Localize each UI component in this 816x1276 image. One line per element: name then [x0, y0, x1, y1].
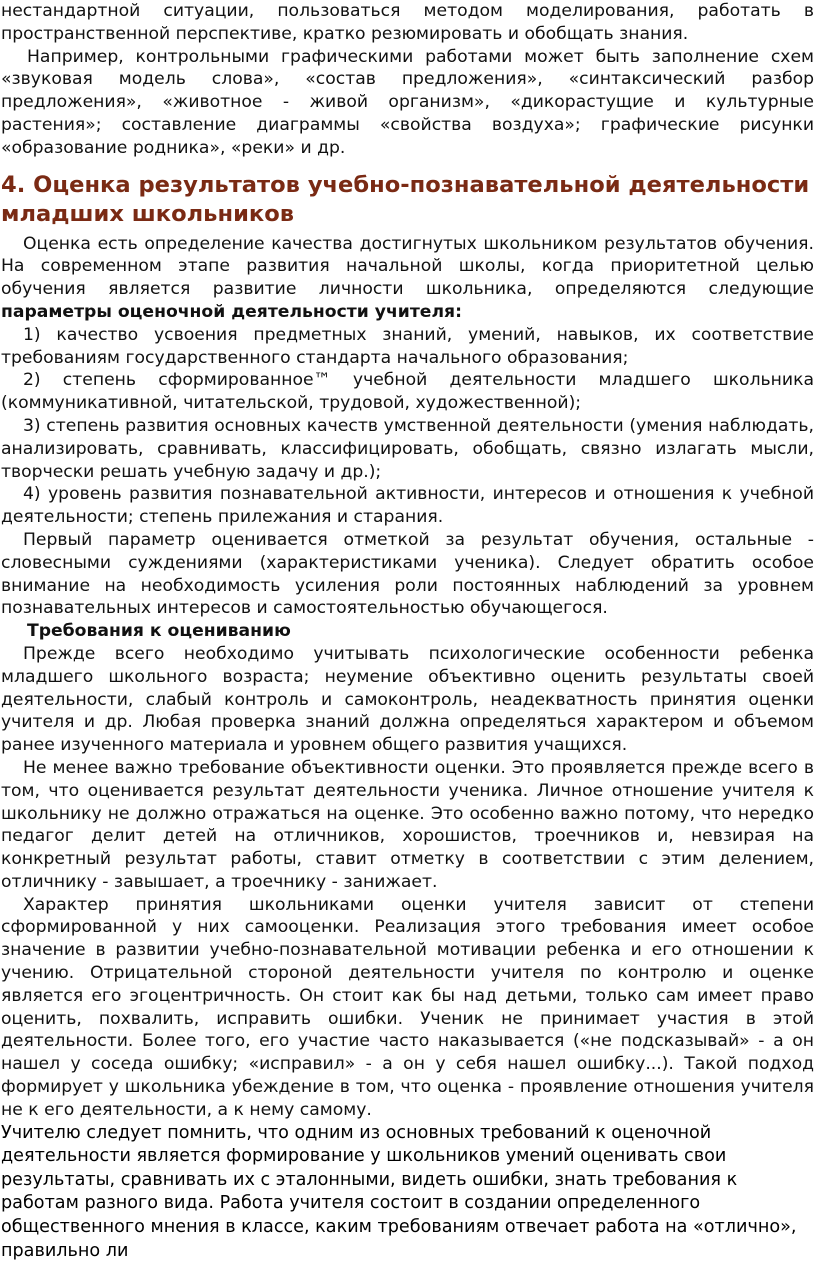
paragraph-first-param: Первый параметр оценивается отметкой за результат обучения, остальные - словесными суждениями (характеристиками ученика). Следует обратить особое внимание на необходимость усиления роли постоянных наблюдений за уровнем познавательных интересов и самостоятельностью обучающегося.: [1, 529, 814, 619]
definition-bold-text: параметры оценочной деятельности учителя:: [1, 301, 462, 322]
param-item-3: 3) степень развития основных качеств умственной деятельности (умения наблюдать, анализировать, сравнивать, классифицировать, обобщать, связно излагать мысли, творчески решать учебную задачу и др.);: [1, 415, 814, 482]
paragraph-definition: [1, 233, 814, 324]
subheading-requirements: Требования к оцениванию: [27, 621, 291, 642]
paragraph-intro-tail: нестандартной ситуации, пользоваться методом моделирования, работать в пространственной перспективе, кратко резюмировать и обобщать знания.: [1, 1, 814, 44]
section-heading: 4. Оценка результатов учебно-познавательной деятельности младших школьников: [1, 171, 810, 227]
paragraph-requirements-2: Не менее важно требование объективности оценки. Это проявляется прежде всего в том, что оценивается результат деятельности ученика. Личное отношение учителя к школьнику не должно отражаться на оценке. Это особенно важно потому, что нередко педагог делит детей на отличников, хорошистов, троечников и, невзирая на конкретный результат работы, ставит отметку в соответствии с этим делением, отличнику - завышает, а троечнику - занижает.: [1, 757, 814, 892]
paragraph-requirements-3: Характер принятия школьниками оценки учителя зависит от степени сформированной у них самооценки. Реализация этого требования имеет особое значение в развитии учебно-познавательной мотивации ребенка и его отношении к учению. Отрицательной стороной деятельности учителя по контролю и оценке является его эгоцентричность. Он стоит как бы над детьми, только сам имеет право оценить, похвалить, исправить ошибки. Ученик не принимает участия в этой деятельности. Более того, его участие часто наказывается («не подсказывай» - а он нашел у соседа ошибку; «исправил» - а он у себя нашел ошибку...). Такой подход формирует у школьника убеждение в том, что оценка - проявление отношения учителя не к его деятельности, а к нему самому.: [1, 894, 814, 1120]
definition-text: Оценка есть определение качества достигнутых школьником результатов обучения. На современном этапе развития начальной школы, когда приоритетной целью обучения является развитие личности школьника, определяются следующие: [1, 233, 814, 300]
param-item-2: 2) степень сформированное™ учебной деятельности младшего школьника (коммуникативной, читательской, трудовой, художественной);: [1, 370, 814, 414]
paragraph-examples: Например, контрольными графическими работами может быть заполнение схем «звуковая модель слова», «состав предложения», «синтаксический разбор предложения», «животное - живой организм», «дикорастущие и культурные растения»; составление диаграммы «свойства воздуха»; графические рисунки «образование родника», «реки» и др.: [1, 46, 814, 158]
paragraph-requirements-1: Прежде всего необходимо учитывать психологические особенности ребенка младшего школьного возраста; неумение объективно оценить результаты своей деятельности, слабый контроль и самоконтроль, неадекватность принятия оценки учителя и др. Любая проверка знаний должна определяться характером и объемом ранее изученного материала и уровнем общего развития учащихся.: [1, 643, 814, 756]
paragraph-final: Учителю следует помнить, что одним из основных требований к оценочной деятельности является формирование у школьников умений оценивать свои результаты, сравнивать их с эталонными, видеть ошибки, знать требования к работам разного вида. Работа учителя состоит в создании определенного общественного мнения в классе, каким требованиям отвечает работа на «отлично», правильно ли: [1, 1122, 797, 1261]
param-item-1: 1) качество усвоения предметных знаний, умений, навыков, их соответствие требованиям государственного стандарта начального образования;: [1, 324, 814, 368]
param-item-4: 4) уровень развития познавательной активности, интересов и отношения к учебной деятельности; степень прилежания и старания.: [1, 484, 814, 528]
